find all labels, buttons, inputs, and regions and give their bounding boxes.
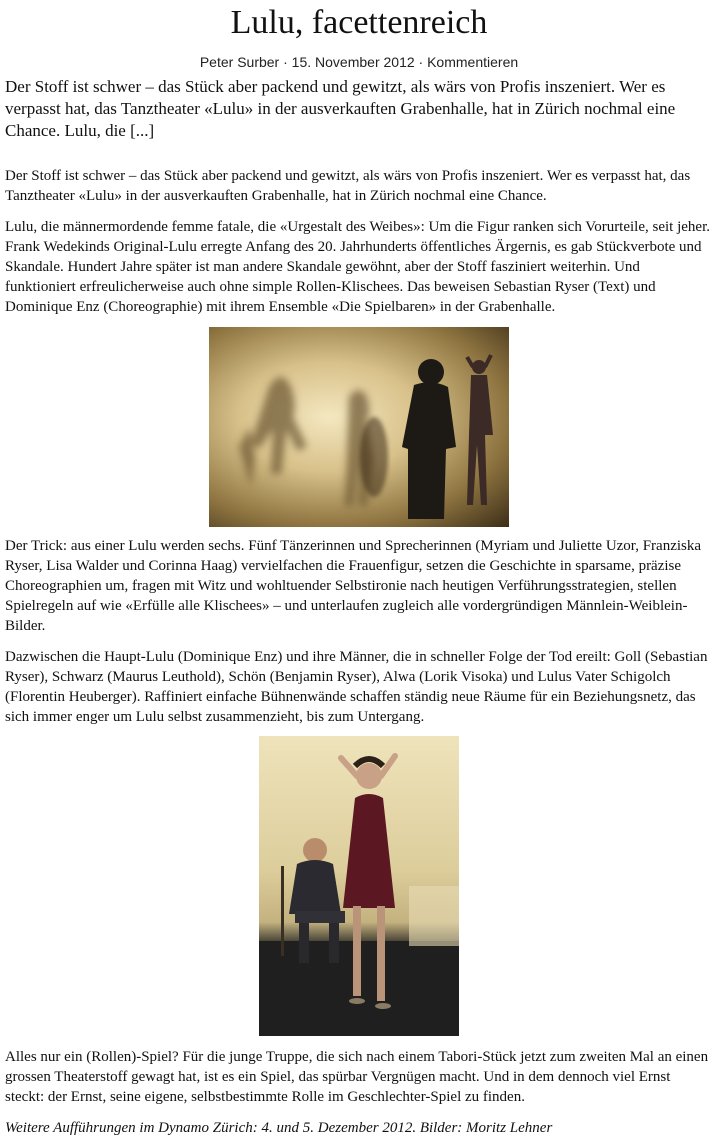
- publish-date: 15. November 2012: [291, 54, 415, 70]
- paragraph-2: Lulu, die männermordende femme fatale, die «Urgestalt des Weibes»: Um die Figur ranken sich Vorurteile, seit jeher. Frank Wedekinds Original-Lulu erregte Anfang des 20. Jahrhunderts öffentliches Ärgernis, es gab Stückverbote und Skandale. Hundert Jahre später ist man andere Skandale gewöhnt, aber der Stoff fasziniert weiterhin. Und funktioniert erfreulicherweise auch ohne simple Rollen-Klischees. Das beweisen Sebastian Ryser (Text) und Dominique Enz (Choreographie) mit ihrem Ensemble «Die Spielbaren» in der Grabenhalle.: [5, 219, 710, 315]
- stage-photo-lulu-illustration: [259, 736, 459, 1036]
- article-title: Lulu, facettenreich: [230, 4, 488, 41]
- paragraph-4: Dazwischen die Haupt-Lulu (Dominique Enz) und ihre Männer, die in schneller Folge der Tod ereilt: Goll (Sebastian Ryser), Schwarz (Maurus Leuthold), Schön (Benjamin Ryser), Alwa (Lorik Visoka) und Lulus Vater Schigolch (Florentin Heuberger). Raffiniert einfache Bühnenwände schaffen ständig neue Räume für ein Beziehungsnetz, das sich immer enger um Lulu selbst zusammenzieht, bis zum Untergang.: [5, 649, 708, 725]
- stage-photo-lulu: [259, 736, 459, 1036]
- stage-photo-shadows-illustration: [209, 327, 509, 527]
- paragraph-5: Alles nur ein (Rollen)-Spiel? Für die junge Truppe, die sich nach einem Tabori-Stück jetzt zum zweiten Mal an einen grossen Theaterstoff gewagt hat, ist es ein Spiel, das spürbar Vergnügen macht. Und in dem dennoch viel Ernst steckt: der Ernst, seine eigene, selbstbestimmte Rolle im Geschlechter-Spiel zu finden.: [5, 1049, 709, 1105]
- performance-note: Weitere Aufführungen im Dynamo Zürich: 4. und 5. Dezember 2012. Bilder: Moritz Lehner: [5, 1120, 553, 1136]
- paragraph-1: Der Stoff ist schwer – das Stück aber packend und gewitzt, als wärs von Profis inszeniert. Wer es verpasst hat, das Tanztheater «Lulu» in der ausverkauften Grabenhalle, hat in Zürich nochmal eine Chance.: [5, 168, 691, 204]
- stage-photo-shadows: [209, 327, 509, 527]
- article-lead: Der Stoff ist schwer – das Stück aber packend und gewitzt, als wärs von Profis inszeniert. Wer es verpasst hat, das Tanztheater «Lulu» in der ausverkauften Grabenhalle, hat in Zürich nochmal eine Chance. Lulu, die [...]: [5, 77, 676, 140]
- meta-separator: ·: [279, 54, 292, 70]
- paragraph-3: Der Trick: aus einer Lulu werden sechs. Fünf Tänzerinnen und Sprecherinnen (Myriam und Juliette Uzor, Franziska Ryser, Lisa Walder und Corinna Haag) vervielfachen die Frauenfigur, setzen die Geschichte in sparsame, präzise Choreographien um, fragen mit Witz und wohltuender Selbstironie nach heutigen Verführungsstrategien, stellen Spielregeln auf wie «Erfülle alle Klischees» – und unterlaufen zugleich alle vordergründigen Männlein-Weiblein-Bilder.: [5, 538, 702, 634]
- meta-separator: ·: [414, 54, 428, 70]
- figure-1: [5, 327, 713, 527]
- comments-link[interactable]: Kommentieren: [427, 54, 519, 70]
- author-name: Peter Surber: [199, 54, 280, 70]
- article-meta: [5, 52, 713, 72]
- figure-2: [5, 736, 713, 1036]
